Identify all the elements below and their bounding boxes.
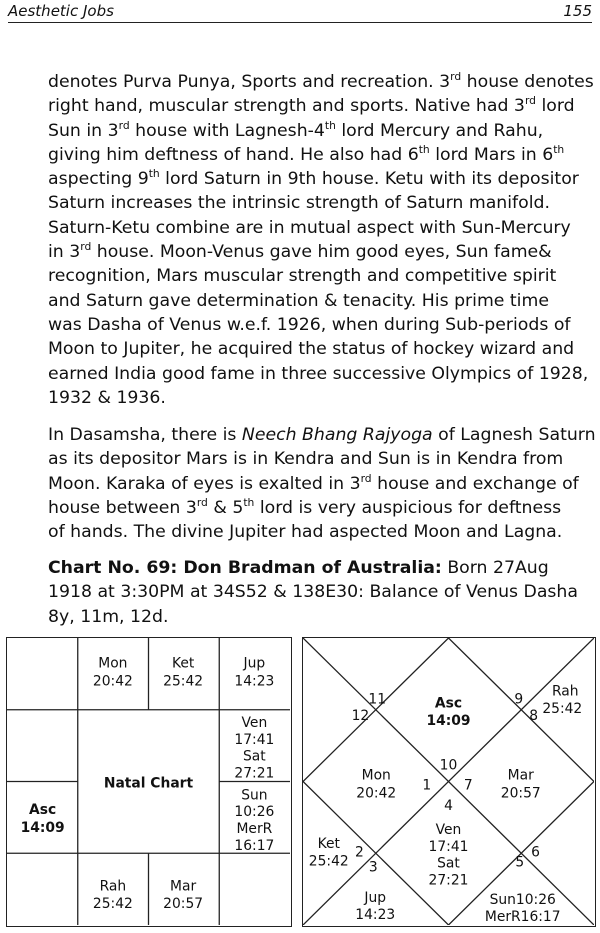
house-number: 4 xyxy=(444,798,453,815)
text-line: Sun in 3rd house with Lagnesh-4th lord Mercury and Rahu, xyxy=(48,118,544,141)
running-title: Aesthetic Jobs xyxy=(8,2,114,20)
text-line: right hand, muscular strength and sports. Native had 3rd lord xyxy=(48,94,575,117)
sat-label: Sat xyxy=(243,748,266,765)
merr-label: MerR xyxy=(236,820,273,837)
text-line: Moon. Karaka of eyes is exalted in 3rd house and exchange of xyxy=(48,471,579,494)
text-line: Moon to Jupiter, he acquired the status of hockey wizard and xyxy=(48,339,575,360)
house-number: 7 xyxy=(463,777,473,794)
asc-degree: 14:09 xyxy=(20,819,65,836)
merr-degree: 16:17 xyxy=(234,837,275,854)
house-number: 6 xyxy=(531,844,540,861)
text-line: 8y, 11m, 12d. xyxy=(48,606,169,627)
text-line: was Dasha of Venus w.e.f. 1926, when during Sub-periods of xyxy=(48,314,571,335)
jup-degree: 14:23 xyxy=(355,907,396,924)
rah-degree: 25:42 xyxy=(92,896,133,913)
house-number: 12 xyxy=(351,708,370,725)
house-number: 3 xyxy=(368,859,378,876)
ket-degree: 25:42 xyxy=(163,673,204,690)
ven-degree: 17:41 xyxy=(234,731,275,748)
natal-chart-title: Natal Chart xyxy=(103,775,194,792)
text-line: Chart No. 69: Don Bradman of Australia: Born 27Aug xyxy=(48,558,549,578)
merr-entry: MerR16:17 xyxy=(484,909,561,925)
asc-label: Asc xyxy=(434,695,463,712)
asc-label: Asc xyxy=(29,802,57,819)
ket-degree: 25:42 xyxy=(308,853,349,870)
mar-degree: 20:57 xyxy=(163,896,204,913)
mar-label: Mar xyxy=(507,767,534,784)
paragraph-2 xyxy=(48,423,596,544)
south-chart-svg xyxy=(7,638,290,925)
south-indian-natal-chart xyxy=(6,637,292,927)
house-number: 10 xyxy=(439,757,458,774)
house-number: 8 xyxy=(529,708,539,725)
text-line: Saturn increases the intrinsic strength of Saturn manifold. xyxy=(48,193,550,214)
mon-degree: 20:42 xyxy=(92,673,133,690)
text-line: of hands. The divine Jupiter had aspected Moon and Lagna. xyxy=(48,522,563,543)
mar-degree: 20:57 xyxy=(500,785,541,802)
mon-degree: 20:42 xyxy=(356,785,397,802)
house-number: 2 xyxy=(355,844,364,861)
sun-label: Sun xyxy=(241,787,268,804)
jup-label: Jup xyxy=(243,655,266,672)
mon-label: Mon xyxy=(361,767,391,784)
ven-label: Ven xyxy=(435,821,462,838)
mar-label: Mar xyxy=(170,878,197,895)
text-line: Saturn-Ketu combine are in mutual aspect with Sun-Mercury xyxy=(48,217,571,238)
mon-label: Mon xyxy=(98,655,128,672)
text-line: giving him deftness of hand. He also had 6th lord Mars in 6th xyxy=(48,143,565,165)
house-number: 9 xyxy=(514,691,524,708)
text-line: and Saturn gave determination & tenacity. His prime time xyxy=(48,290,549,311)
text-line: house between 3rd & 5th lord is very auspicious for deftness xyxy=(48,496,562,518)
sun-entry: Sun10:26 xyxy=(489,892,556,909)
rah-label: Rah xyxy=(551,683,579,700)
house-number: 11 xyxy=(368,691,387,708)
paragraph-1 xyxy=(48,70,596,410)
house-number: 5 xyxy=(515,854,525,871)
rah-label: Rah xyxy=(99,878,127,895)
ven-label: Ven xyxy=(241,715,268,732)
text-line: In Dasamsha, there is Neech Bhang Rajyoga of Lagnesh Saturn xyxy=(48,425,596,445)
sat-degree: 27:21 xyxy=(428,872,469,889)
text-line: 1918 at 3:30PM at 34S52 & 138E30: Balance of Venus Dasha xyxy=(48,582,578,603)
north-chart-svg xyxy=(303,638,594,925)
ket-label: Ket xyxy=(171,655,195,672)
text-line: in 3rd house. Moon-Venus gave him good eyes, Sun fame& xyxy=(48,240,552,263)
house-number: 1 xyxy=(422,777,432,794)
text-line: as its depositor Mars is in Kendra and Sun is in Kendra from xyxy=(48,449,564,470)
text-line: denotes Purva Punya, Sports and recreation. 3rd house denotes xyxy=(48,70,594,92)
text-line: aspecting 9th lord Saturn in 9th house. Ketu with its depositor xyxy=(48,167,579,190)
ven-degree: 17:41 xyxy=(428,838,469,855)
page-number: 155 xyxy=(563,2,592,20)
sat-label: Sat xyxy=(437,855,460,872)
page-header xyxy=(8,0,592,23)
text-line: 1932 & 1936. xyxy=(48,387,166,408)
jup-label: Jup xyxy=(364,890,387,907)
sun-degree: 10:26 xyxy=(234,804,275,821)
rah-degree: 25:42 xyxy=(542,701,583,718)
north-indian-chart xyxy=(302,637,596,927)
sat-degree: 27:21 xyxy=(234,765,275,782)
ket-label: Ket xyxy=(317,835,340,852)
chart-caption xyxy=(48,556,596,629)
text-line: recognition, Mars muscular strength and competitive spirit xyxy=(48,266,557,287)
asc-degree: 14:09 xyxy=(426,713,471,730)
jup-degree: 14:23 xyxy=(234,673,275,690)
text-line: earned India good fame in three successive Olympics of 1928, xyxy=(48,363,589,384)
